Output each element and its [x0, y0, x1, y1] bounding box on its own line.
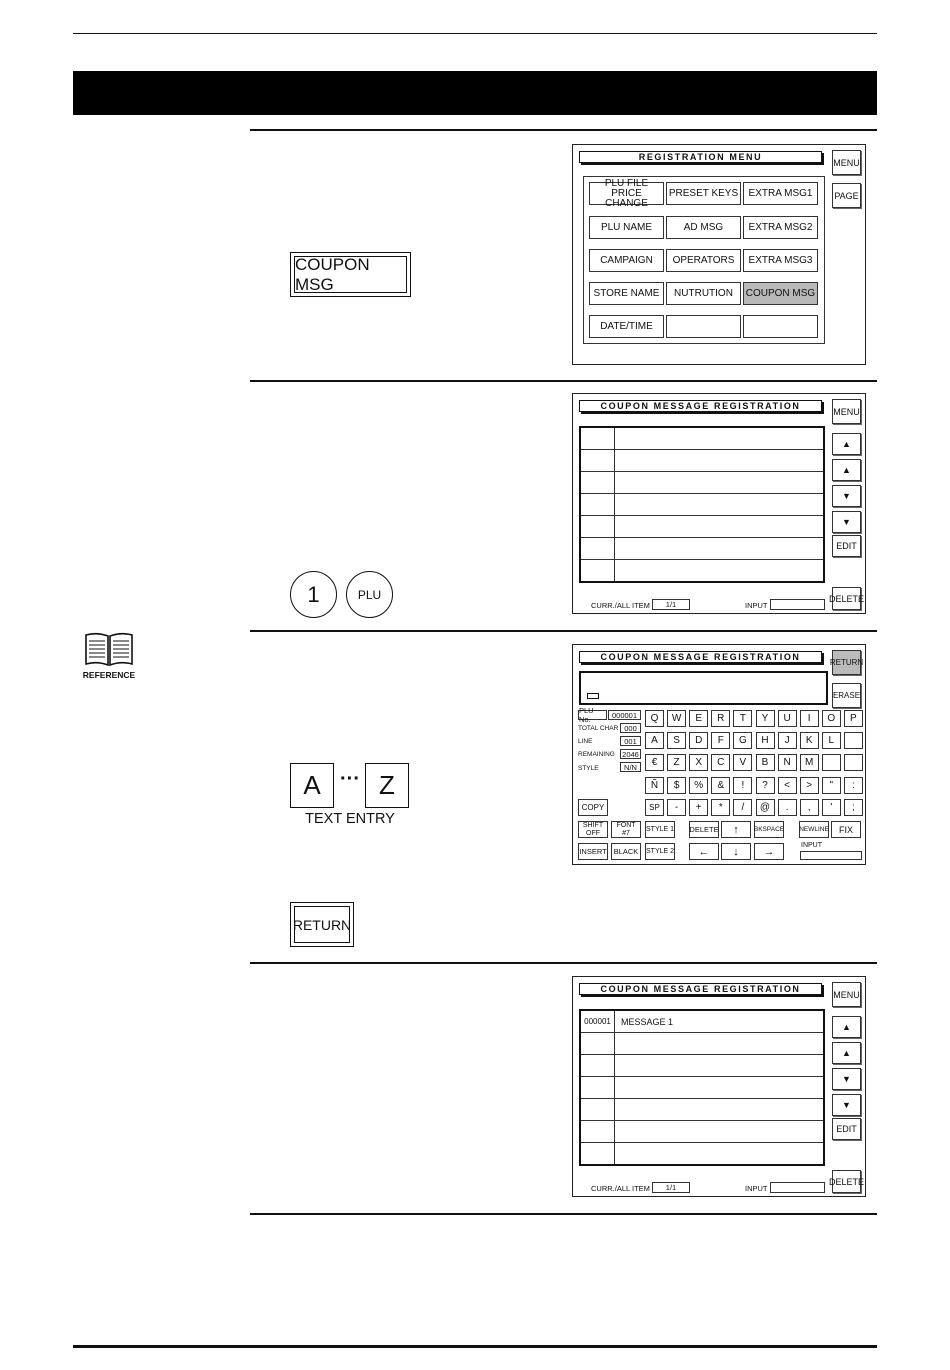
- left-arrow-icon[interactable]: ←: [689, 843, 719, 860]
- delete-char-button[interactable]: DELETE: [689, 821, 719, 838]
- keyboard-key[interactable]: K: [800, 732, 819, 749]
- reference-label: REFERENCE: [82, 670, 136, 680]
- keyboard-key[interactable]: P: [844, 710, 863, 727]
- keyboard-key[interactable]: >: [800, 777, 819, 794]
- menu-item-extra-msg2[interactable]: EXTRA MSG2: [743, 216, 818, 239]
- page-down-icon[interactable]: ▼: [832, 1094, 861, 1116]
- keyboard-key[interactable]: U: [778, 710, 797, 727]
- list-item[interactable]: [581, 1055, 823, 1077]
- plu-key[interactable]: PLU: [346, 571, 393, 618]
- keyboard-key[interactable]: E: [689, 710, 708, 727]
- delete-button[interactable]: DELETE: [832, 587, 861, 610]
- keyboard-key[interactable]: ": [822, 777, 841, 794]
- menu-item-campaign[interactable]: CAMPAIGN: [589, 249, 664, 272]
- text-input-area[interactable]: [579, 671, 828, 705]
- cursor: [587, 693, 599, 699]
- coupon-list-screen-result: [572, 976, 866, 1197]
- menu-item-preset-keys[interactable]: PRESET KEYS: [666, 182, 741, 205]
- keyboard-key[interactable]: -: [667, 799, 686, 816]
- keyboard-key[interactable]: !: [733, 777, 752, 794]
- screen-title: REGISTRATION MENU: [579, 151, 822, 163]
- down-arrow-icon[interactable]: ↓: [721, 843, 751, 860]
- style-value: N/N: [620, 762, 641, 772]
- text-entry-caption: TEXT ENTRY: [305, 811, 395, 827]
- keyboard-key[interactable]: %: [689, 777, 708, 794]
- message-list: [579, 1009, 825, 1166]
- key-a[interactable]: A: [290, 763, 334, 808]
- keyboard-key[interactable]: +: [689, 799, 708, 816]
- list-item[interactable]: [581, 1033, 823, 1055]
- menu-item-store-name[interactable]: STORE NAME: [589, 282, 664, 305]
- keyboard-key[interactable]: X: [689, 754, 708, 771]
- keyboard-key[interactable]: O: [822, 710, 841, 727]
- keyboard-key[interactable]: €: [645, 754, 664, 771]
- menu-item-extra-msg3[interactable]: EXTRA MSG3: [743, 249, 818, 272]
- list-item[interactable]: [581, 1099, 823, 1121]
- keyboard-key[interactable]: L: [822, 732, 841, 749]
- keyboard-key[interactable]: C: [711, 754, 730, 771]
- menu-item-empty[interactable]: [743, 315, 818, 338]
- keyboard-key[interactable]: R: [711, 710, 730, 727]
- style2-button[interactable]: STYLE 2: [645, 843, 675, 860]
- line-value: 001: [620, 736, 641, 746]
- keyboard-key[interactable]: H: [756, 732, 775, 749]
- keyboard-key[interactable]: SP: [645, 799, 664, 816]
- keyboard-key[interactable]: Ñ: [645, 777, 664, 794]
- keyboard-key[interactable]: I: [800, 710, 819, 727]
- list-item[interactable]: [581, 1143, 823, 1164]
- curr-all-item-label: CURR./ALL ITEM: [591, 601, 650, 610]
- delete-button[interactable]: DELETE: [832, 1170, 861, 1193]
- keyboard-key[interactable]: F: [711, 732, 730, 749]
- input-label: INPUT: [745, 601, 768, 610]
- keyboard-key[interactable]: Q: [645, 710, 664, 727]
- input-label: INPUT: [801, 842, 822, 849]
- keyboard-key[interactable]: ,: [800, 799, 819, 816]
- keyboard-key[interactable]: J: [778, 732, 797, 749]
- message-list: [579, 426, 825, 583]
- plu-no-label: PLU No.: [578, 710, 607, 720]
- keyboard-key[interactable]: $: [667, 777, 686, 794]
- down-arrow-icon[interactable]: ▼: [832, 485, 861, 507]
- keyboard-key[interactable]: [844, 732, 863, 749]
- list-item[interactable]: [581, 538, 823, 560]
- keyboard-key[interactable]: ;: [844, 799, 863, 816]
- shift-off-button[interactable]: SHIFT OFF: [578, 821, 608, 838]
- copy-button[interactable]: COPY: [578, 799, 608, 816]
- input-field[interactable]: [770, 599, 825, 610]
- key-1[interactable]: 1: [290, 571, 337, 618]
- list-item[interactable]: [581, 1121, 823, 1143]
- return-key[interactable]: RETURN: [290, 902, 354, 947]
- newline-button[interactable]: NEWLINE: [799, 821, 829, 838]
- remaining-value: 2046: [620, 749, 641, 759]
- screen-title: COUPON MESSAGE REGISTRATION: [579, 400, 822, 412]
- keyboard-key[interactable]: <: [778, 777, 797, 794]
- input-field[interactable]: [770, 1182, 825, 1193]
- line-label: LINE: [578, 738, 593, 745]
- keyboard-key[interactable]: @: [756, 799, 775, 816]
- down-arrow-icon[interactable]: ▼: [832, 1068, 861, 1090]
- black-button[interactable]: BLACK: [611, 843, 641, 860]
- curr-all-item-value: 1/1: [652, 1182, 690, 1193]
- curr-all-item-value: 1/1: [652, 599, 690, 610]
- keyboard-key[interactable]: [844, 754, 863, 771]
- keyboard-key[interactable]: G: [733, 732, 752, 749]
- menu-item-plu-name[interactable]: PLU NAME: [589, 216, 664, 239]
- screen-title: COUPON MESSAGE REGISTRATION: [579, 983, 822, 995]
- keyboard-key[interactable]: D: [689, 732, 708, 749]
- menu-button[interactable]: MENU: [832, 150, 861, 175]
- list-item[interactable]: [581, 428, 823, 450]
- keyboard-key[interactable]: ': [822, 799, 841, 816]
- keyboard-key[interactable]: A: [645, 732, 664, 749]
- keyboard-key[interactable]: [822, 754, 841, 771]
- list-item[interactable]: [581, 494, 823, 516]
- menu-item-nutrution[interactable]: NUTRUTION: [666, 282, 741, 305]
- keyboard-key[interactable]: N: [778, 754, 797, 771]
- keyboard-key[interactable]: .: [778, 799, 797, 816]
- curr-all-item-label: CURR./ALL ITEM: [591, 1184, 650, 1193]
- key-z[interactable]: Z: [365, 763, 409, 808]
- fix-button[interactable]: FIX: [831, 821, 861, 838]
- range-ellipsis: ···: [340, 768, 360, 790]
- keyboard-key[interactable]: S: [667, 732, 686, 749]
- menu-item-plu-file-price-change[interactable]: PLU FILE PRICE CHANGE: [589, 182, 664, 205]
- total-char-label: TOTAL CHAR: [578, 725, 619, 732]
- keyboard-key[interactable]: *: [711, 799, 730, 816]
- up-arrow-icon[interactable]: ▲: [832, 459, 861, 481]
- remaining-label: REMAINING: [578, 751, 615, 758]
- return-button[interactable]: RETURN: [832, 650, 861, 675]
- input-field[interactable]: [800, 851, 862, 860]
- reference-marker: [80, 632, 138, 682]
- list-item[interactable]: [581, 516, 823, 538]
- keyboard-key[interactable]: /: [733, 799, 752, 816]
- keyboard-key[interactable]: T: [733, 710, 752, 727]
- edit-button[interactable]: EDIT: [832, 535, 861, 557]
- keyboard-key[interactable]: V: [733, 754, 752, 771]
- screen-title: COUPON MESSAGE REGISTRATION: [579, 651, 822, 663]
- keyboard-key[interactable]: ?: [756, 777, 775, 794]
- style-label: STYLE: [578, 765, 599, 772]
- list-item[interactable]: [581, 1011, 823, 1033]
- menu-button[interactable]: MENU: [832, 399, 861, 424]
- keyboard-key[interactable]: W: [667, 710, 686, 727]
- menu-item-operators[interactable]: OPERATORS: [666, 249, 741, 272]
- section-header-band: [73, 71, 877, 115]
- row-number: 000001: [581, 1011, 615, 1032]
- backspace-button[interactable]: BKSPACE: [754, 821, 784, 838]
- right-arrow-icon[interactable]: →: [754, 843, 784, 860]
- keyboard-key[interactable]: :: [844, 777, 863, 794]
- list-item[interactable]: [581, 450, 823, 472]
- menu-item-coupon-msg[interactable]: COUPON MSG: [743, 282, 818, 305]
- row-message: MESSAGE 1: [621, 1016, 674, 1027]
- keyboard-key[interactable]: &: [711, 777, 730, 794]
- text-entry-screen: [572, 644, 866, 865]
- keyboard-key[interactable]: M: [800, 754, 819, 771]
- list-item[interactable]: [581, 1077, 823, 1099]
- menu-item-empty[interactable]: [666, 315, 741, 338]
- menu-button[interactable]: MENU: [832, 982, 861, 1007]
- keyboard-key[interactable]: B: [756, 754, 775, 771]
- total-char-value: 000: [620, 723, 641, 733]
- registration-menu-screen: [572, 144, 866, 365]
- font-button[interactable]: FONT #7: [611, 821, 641, 838]
- up-arrow-icon[interactable]: ↑: [721, 821, 751, 838]
- list-item[interactable]: [581, 472, 823, 494]
- book-icon: [83, 632, 135, 668]
- edit-button[interactable]: EDIT: [832, 1118, 861, 1140]
- page-up-icon[interactable]: ▲: [832, 433, 861, 455]
- menu-item-date-time[interactable]: DATE/TIME: [589, 315, 664, 338]
- page-up-icon[interactable]: ▲: [832, 1016, 861, 1038]
- style1-button[interactable]: STYLE 1: [645, 821, 675, 838]
- up-arrow-icon[interactable]: ▲: [832, 1042, 861, 1064]
- coupon-list-screen: [572, 393, 866, 614]
- keyboard-key[interactable]: Z: [667, 754, 686, 771]
- list-item[interactable]: [581, 560, 823, 581]
- page-down-icon[interactable]: ▼: [832, 511, 861, 533]
- plu-no-value: 000001: [608, 710, 641, 720]
- menu-item-ad-msg[interactable]: AD MSG: [666, 216, 741, 239]
- menu-item-extra-msg1[interactable]: EXTRA MSG1: [743, 182, 818, 205]
- erase-button[interactable]: ERASE: [832, 683, 861, 708]
- input-label: INPUT: [745, 1184, 768, 1193]
- keyboard-key[interactable]: Y: [756, 710, 775, 727]
- insert-button[interactable]: INSERT: [578, 843, 608, 860]
- coupon-msg-key[interactable]: COUPON MSG: [290, 252, 411, 297]
- page-button[interactable]: PAGE: [832, 183, 861, 208]
